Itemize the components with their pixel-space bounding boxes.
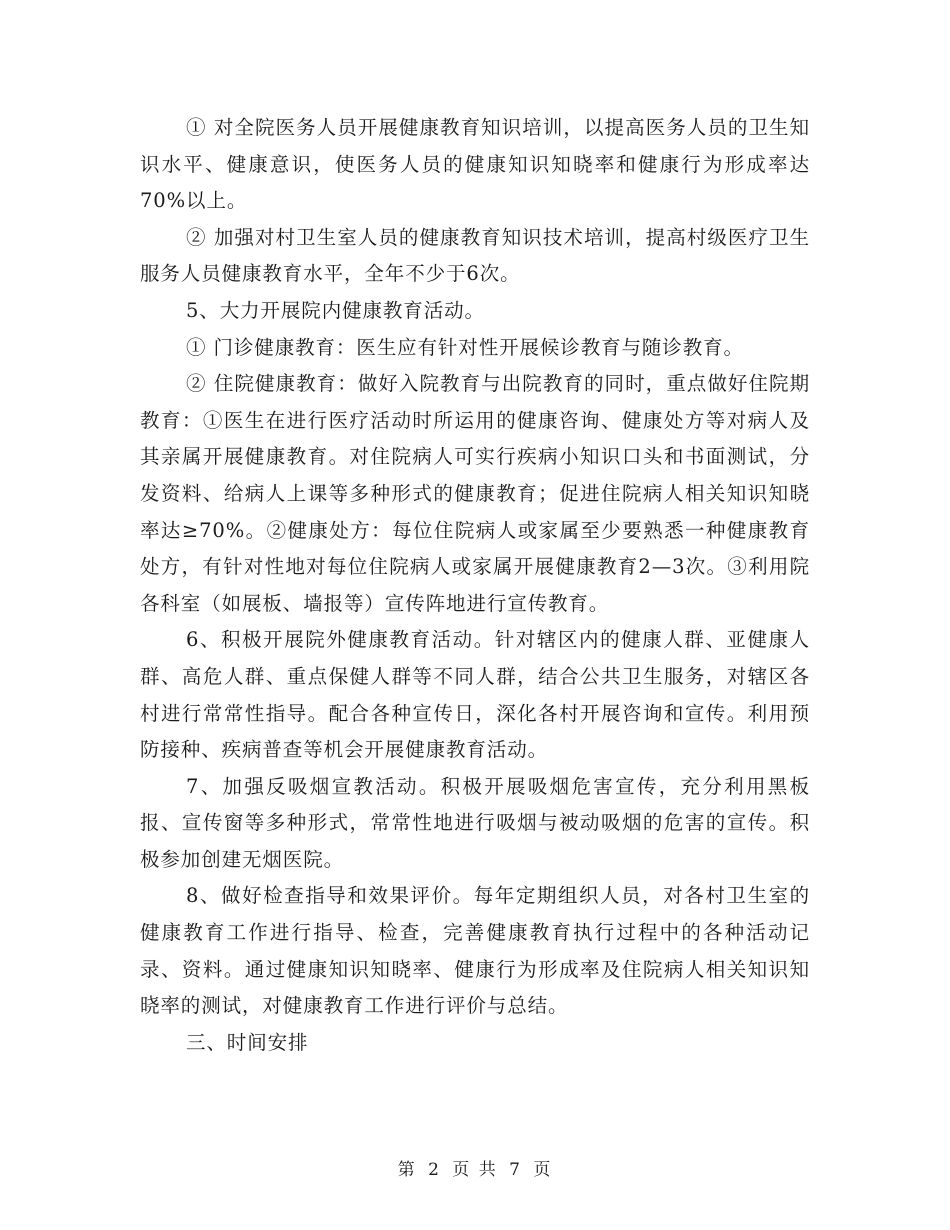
paragraph-evaluation: 8、做好检查指导和效果评价。每年定期组织人员，对各村卫生室的健康教育工作进行指导、检查，完善健康教育执行过程中的各种活动记录、资料。通过健康知识知晓率、健康行为形成率及住院病人相关知识知晓率的测试，对健康教育工作进行评价与总结。 (140, 884, 810, 1018)
footer-prefix: 第 (397, 1160, 417, 1180)
paragraph-village-training: ② 加强对村卫生室人员的健康教育知识技术培训，提高村级医疗卫生服务人员健康教育水平，全年不少于6次。 (140, 225, 810, 286)
document-body (140, 110, 810, 1061)
section-heading-schedule: 三、时间安排 (186, 1030, 309, 1054)
paragraph-staff-training: ① 对全院医务人员开展健康教育知识培训，以提高医务人员的卫生知识水平、健康意识，使医务人员的健康知识知晓率和健康行为形成率达70%以上。 (140, 116, 810, 213)
footer-page-number: 2 (428, 1160, 441, 1180)
paragraph-outreach-education: 6、积极开展院外健康教育活动。针对辖区内的健康人群、亚健康人群、高危人群、重点保健人群等不同人群，结合公共卫生服务，对辖区各村进行常常性指导。配合各种宣传日，深化各村开展咨询和宣传。利用预防接种、疾病普查等机会开展健康教育活动。 (140, 628, 810, 762)
paragraph-inpatient-education: ② 住院健康教育：做好入院教育与出院教育的同时，重点做好住院期教育：①医生在进行医疗活动时所运用的健康咨询、健康处方等对病人及其亲属开展健康教育。对住院病人可实行疾病小知识口头和书面测试，分发资料、给病人上课等多种形式的健康教育；促进住院病人相关知识知晓率达≥70%。②健康处方：每位住院病人或家属至少要熟悉一种健康教育处方，有针对性地对每位住院病人或家属开展健康教育2—3次。③利用院各科室（如展板、墙报等）宣传阵地进行宣传教育。 (140, 372, 810, 615)
paragraph-inhospital-heading: 5、大力开展院内健康教育活动。 (186, 298, 485, 322)
page-footer (0, 1155, 950, 1180)
paragraph-outpatient-education: ① 门诊健康教育：医生应有针对性开展候诊教育与随诊教育。 (186, 335, 744, 359)
footer-suffix: 页 (533, 1160, 553, 1180)
footer-total-pages: 7 (509, 1160, 522, 1180)
footer-middle: 页 共 (452, 1160, 498, 1180)
paragraph-anti-smoking: 7、加强反吸烟宣教活动。积极开展吸烟危害宣传，充分利用黑板报、宣传窗等多种形式，常常性地进行吸烟与被动吸烟的危害的宣传。积极参加创建无烟医院。 (140, 774, 810, 871)
